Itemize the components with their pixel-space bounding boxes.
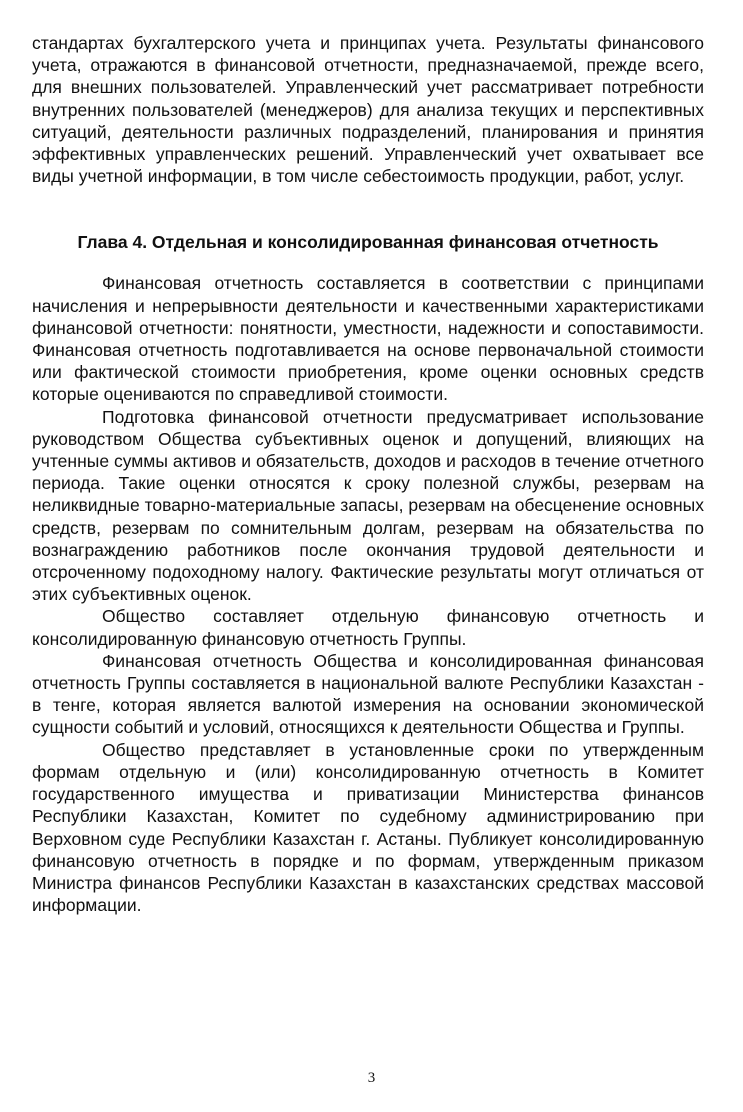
paragraph-3: Общество составляет отдельную финансовую отчетность и консолидированную финансовую отчетность Группы. — [32, 606, 704, 649]
chapter-heading: Глава 4. Отдельная и консолидированная финансовая отчетность — [77, 232, 659, 253]
section-gap — [32, 187, 704, 230]
document-page — [32, 32, 704, 916]
paragraph-2: Подготовка финансовой отчетности предусматривает использование руководством Общества субъективных оценок и допущений, влияющих на учтенные суммы активов и обязательств, доходов и расходов в течение отчетного периода. Такие оценки относятся к сроку полезной службы, резервам на неликвидные товарно-материальные запасы, резервам на обесценение основных средств, резервам по сомнительным долгам, резервам на обязательства по вознаграждению работников после окончания трудовой деятельности и отсроченному подоходному налогу. Фактические результаты могут отличаться от этих субъективных оценок. — [32, 406, 704, 605]
page-number: 3 — [367, 1070, 376, 1086]
paragraph-4: Финансовая отчетность Общества и консолидированная финансовая отчетность Группы составляется в национальной валюте Республики Казахстан - в тенге, которая является валютой измерения на основании экономической сущности событий и условий, относящихся к деятельности Общества и Группы. — [32, 650, 704, 738]
paragraph-1: Финансовая отчетность составляется в соответствии с принципами начисления и непрерывности деятельности и качественными характеристиками финансовой отчетности: понятности, уместности, надежности и сопоставимости. Финансовая отчетность подготавливается на основе первоначальной стоимости или фактической стоимости приобретения, кроме оценки основных средств которые оцениваются по справедливой стоимости. — [32, 273, 704, 405]
paragraph-5: Общество представляет в установленные сроки по утвержденным формам отдельную и (или) консолидированную отчетность в Комитет государственного имущества и приватизации Министерства финансов Республики Казахстан, Комитет по судебному администрированию при Верховном суде Республики Казахстан г. Астаны. Публикует консолидированную финансовую отчетность в порядке и по формам, утвержденным приказом Министра финансов Республики Казахстан в казахстанских средствах массовой информации. — [32, 739, 704, 916]
intro-paragraph: стандартах бухгалтерского учета и принципах учета. Результаты финансового учета, отражаются в финансовой отчетности, предназначаемой, прежде всего, для внешних пользователей. Управленческий учет рассматривает потребности внутренних пользователей (менеджеров) для анализа текущих и перспективных ситуаций, деятельности различных подразделений, планирования и принятия эффективных управленческих решений. Управленческий учет охватывает все виды учетной информации, в том числе себестоимость продукции, работ, услуг. — [32, 33, 704, 187]
